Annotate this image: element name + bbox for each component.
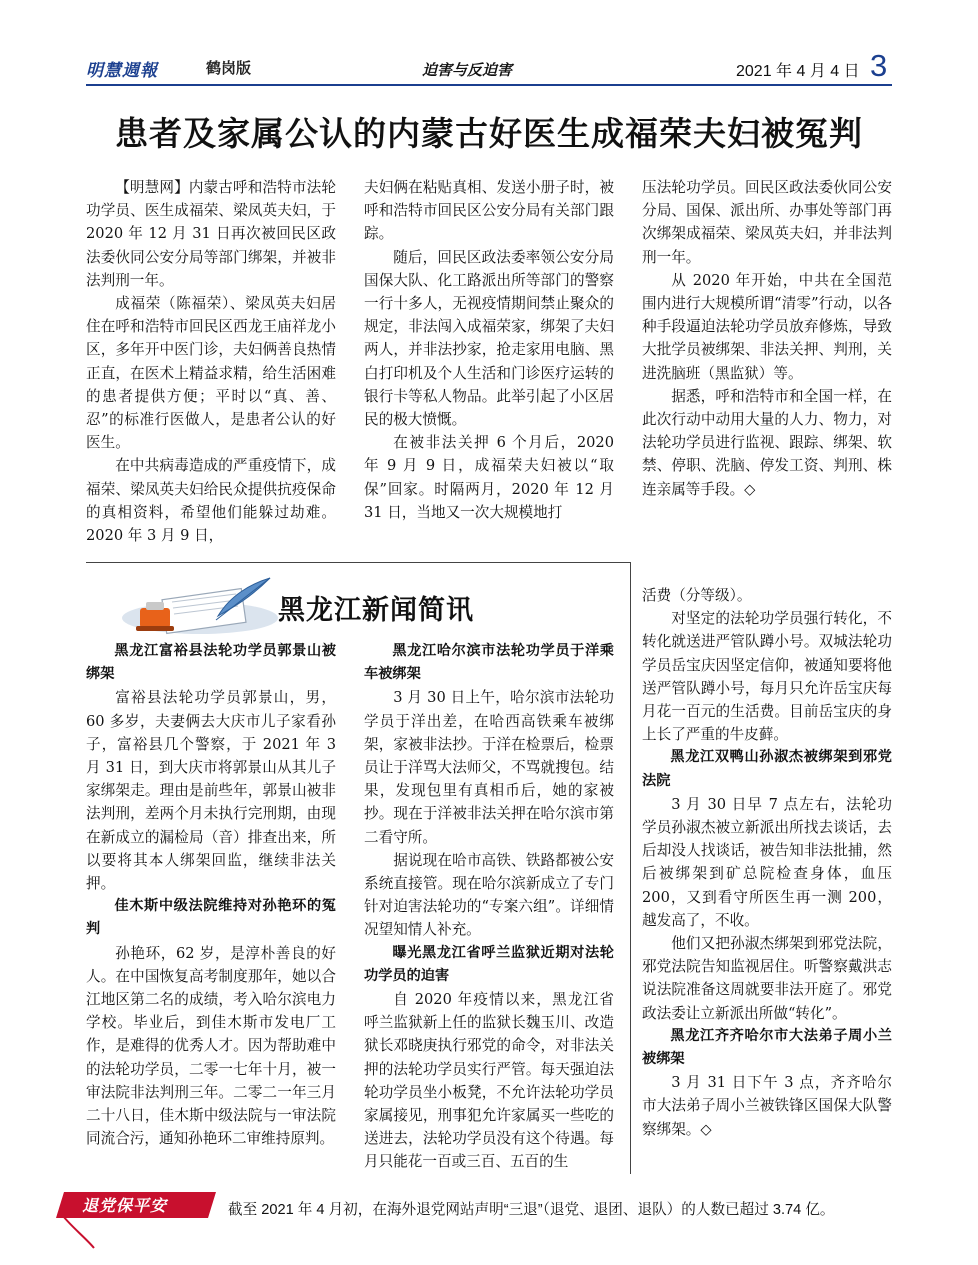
news-item-title: 黑龙江哈尔滨市法轮功学员于洋乘车被绑架 — [364, 643, 614, 683]
news-item-body: 3 月 30 日早 7 点左右，法轮功学员孙淑杰被立新派出所找去谈话，去后却没人找谈话，被告知非法批捕，然后被绑架到矿总院检查身体，血压 200，又到看守所医生再一测 200，越发高了，不收。 — [642, 795, 892, 929]
news-section-title: 黑龙江新闻简讯 — [278, 595, 474, 626]
news-item-title: 曝光黑龙江省呼兰监狱近期对法轮功学员的迫害 — [364, 944, 614, 984]
news-item-title: 黑龙江双鸭山孙淑杰被绑架到邪党法院 — [642, 749, 892, 789]
news-item-body: 3 月 30 日上午，哈尔滨市法轮功学员于洋出差，在哈西高铁乘车被绑架，家被非法抄。于洋在检票后，检票员让于洋骂大法师父，不骂就搜包。结果，发现包里有真相币后，她的家被抄。现在于洋被非法关押在哈尔滨市第二看守所。 — [364, 689, 614, 846]
article1-paragraph: 夫妇俩在粘贴真相、发送小册子时，被呼和浩特市回民区公安分局有关部门跟踪。 — [364, 179, 614, 243]
article1-column-1 — [86, 176, 336, 547]
news-banner — [120, 572, 540, 638]
page-number: 3 — [870, 48, 888, 83]
article1-paragraph: 在中共病毒造成的严重疫情下，成福荣、梁凤英夫妇给民众提供抗疫保命的真相资料，希望他们能躲过劫难。2020 年 3 月 9 日， — [86, 457, 336, 545]
column-rule — [630, 562, 631, 1174]
news-item-body: 对坚定的法轮功学员强行转化，不转化就送进严管队蹲小号。双城法轮功学员岳宝庆因坚定信仰，被通知要将他送严管队蹲小号，每月只允许岳宝庆每月花一百元的生活费。目前岳宝庆的身上长了严重的牛皮藓。 — [642, 610, 892, 744]
news-column-3 — [642, 584, 892, 1141]
issue-date: 2021 年 4 月 4 日 — [736, 63, 860, 80]
news-column-2 — [364, 640, 614, 1174]
news-item-title: 黑龙江齐齐哈尔市大法弟子周小兰被绑架 — [642, 1027, 892, 1068]
badge-label: 退党保平安 — [82, 1196, 168, 1215]
edition-name: 鹤岗版 — [206, 59, 252, 77]
article1-paragraph: 从 2020 年开始，中共在全国范围内进行大规模所谓“清零”行动，以各种手段逼迫法轮功学员放弃修炼，导致大批学员被绑架、非法关押、判刑，关进洗脑班（黑监狱）等。 — [642, 271, 892, 382]
article1-paragraph: 在被非法关押 6 个月后，2020 年 9 月 9 日，成福荣夫妇被以“取保”回家。时隔两月，2020 年 12 月 31 日，当地又一次大规模地打 — [364, 434, 614, 521]
article1-paragraph: 【明慧网】内蒙古呼和浩特市法轮功学员、医生成福荣、梁凤英夫妇，于 2020 年 12 月 31 日再次被回民区政法委伙同公安分局等部门绑架，并被非法判刑一年。 — [86, 179, 336, 289]
newspaper-quill-icon — [120, 572, 280, 638]
section-divider — [86, 562, 630, 563]
article1-column-3 — [642, 176, 892, 501]
news-item-body: 富裕县法轮功学员郭景山，男，60 多岁，夫妻俩去大庆市儿子家看孙子，富裕县几个警察，于 2021 年 3 月 31 日，到大庆市将郭景山从其儿子家绑架走。理由是前些年，郭景山被非法判刑，差两个月未执行完刑期，由现在新成立的漏检局（音）排查出来，所以要将其本人绑架回监，继续非法关押。 — [86, 689, 336, 893]
news-item-body: 孙艳环，62 岁，是淳朴善良的好人。在中国恢复高考制度那年，她以合江地区第二名的成绩，考入哈尔滨电力学校。毕业后，到佳木斯市发电厂工作，是难得的优秀人才。因为帮助难中的法轮功学员，二零一七年十月，被一审法院非法判刑三年。二零二一年三月二十八日，佳木斯中级法院与一审法院同流合污，通知孙艳环二审维持原判。 — [86, 944, 336, 1148]
news-item-title: 黑龙江富裕县法轮功学员郭景山被绑架 — [86, 643, 336, 683]
news-item-body: 自 2020 年疫情以来，黑龙江省呼兰监狱新上任的监狱长魏玉川、改造狱长邓晓庚执行邪党的命令，对非法关押的法轮功学员实行严管。每天强迫法轮功学员坐小板凳，不允许法轮功学员家属接见，刑事犯允许家属买一些吃的送进去，法轮功学员没有这个待遇。每月只能花一百或三百、五百的生 — [364, 991, 614, 1171]
page-header — [86, 48, 892, 86]
article1-paragraph: 成福荣（陈福荣）、梁凤英夫妇居住在呼和浩特市回民区西龙王庙祥龙小区，多年开中医门诊，夫妇俩善良热情正直，在医术上精益求精，给生活困难的患者提供方便；平时以“真、善、忍”的标准行医做人，是患者公认的好医生。 — [86, 295, 336, 452]
quit-party-badge — [56, 1190, 216, 1220]
article1-column-2 — [364, 176, 614, 524]
article1-paragraph: 压法轮功学员。回民区政法委伙同公安分局、国保、派出所、办事处等部门再次绑架成福荣、梁凤英夫妇，并非法判刑一年。 — [642, 179, 892, 266]
news-item-body: 3 月 31 日下午 3 点，齐齐哈尔市大法弟子周小兰被铁锋区国保大队警察绑架。◇ — [642, 1074, 892, 1138]
news-item-body: 据说现在哈市高铁、铁路都被公安系统直接管。现在哈尔滨新成立了专门针对迫害法轮功的“专案六组”。详细情况望知情人补充。 — [364, 851, 614, 939]
news-column-1 — [86, 640, 336, 1150]
section-name: 迫害与反迫害 — [422, 61, 513, 79]
headline: 患者及家属公认的内蒙古好医生成福荣夫妇被冤判 — [115, 114, 863, 153]
news-item-body: 活费（分等级）。 — [642, 587, 752, 604]
article1-paragraph: 随后，回民区政法委率领公安分局国保大队、化工路派出所等部门的警察一行十多人，无视疫情期间禁止聚众的规定，非法闯入成福荣家，绑架了夫妇两人，并非法抄家，抢走家用电脑、黑白打印机及个人生活和门诊医疗运转的银行卡等私人物品。此举引起了小区居民的极大愤慨。 — [364, 248, 614, 429]
publication-name: 明慧週報 — [86, 61, 158, 81]
news-item-title: 佳木斯中级法院维持对孙艳环的冤判 — [86, 898, 336, 938]
news-item-body: 他们又把孙淑杰绑架到邪党法院，邪党法院告知监视居住。听警察戴洪志说法院准备这周就要非法开庭了。邪党政法委让立新派出所做“转化”。 — [642, 935, 892, 1022]
header-rule — [86, 84, 892, 86]
article1-paragraph: 据悉，呼和浩特市和全国一样，在此次行动中动用大量的人力、物力，对法轮功学员进行监视、跟踪、绑架、软禁、停职、洗脑、停发工资、判刑、株连亲属等手段。◇ — [642, 387, 892, 498]
footer-statement: 截至 2021 年 4 月初，在海外退党网站声明“三退”（退党、退团、退队）的人数已超过 3.74 亿。 — [228, 1202, 835, 1218]
